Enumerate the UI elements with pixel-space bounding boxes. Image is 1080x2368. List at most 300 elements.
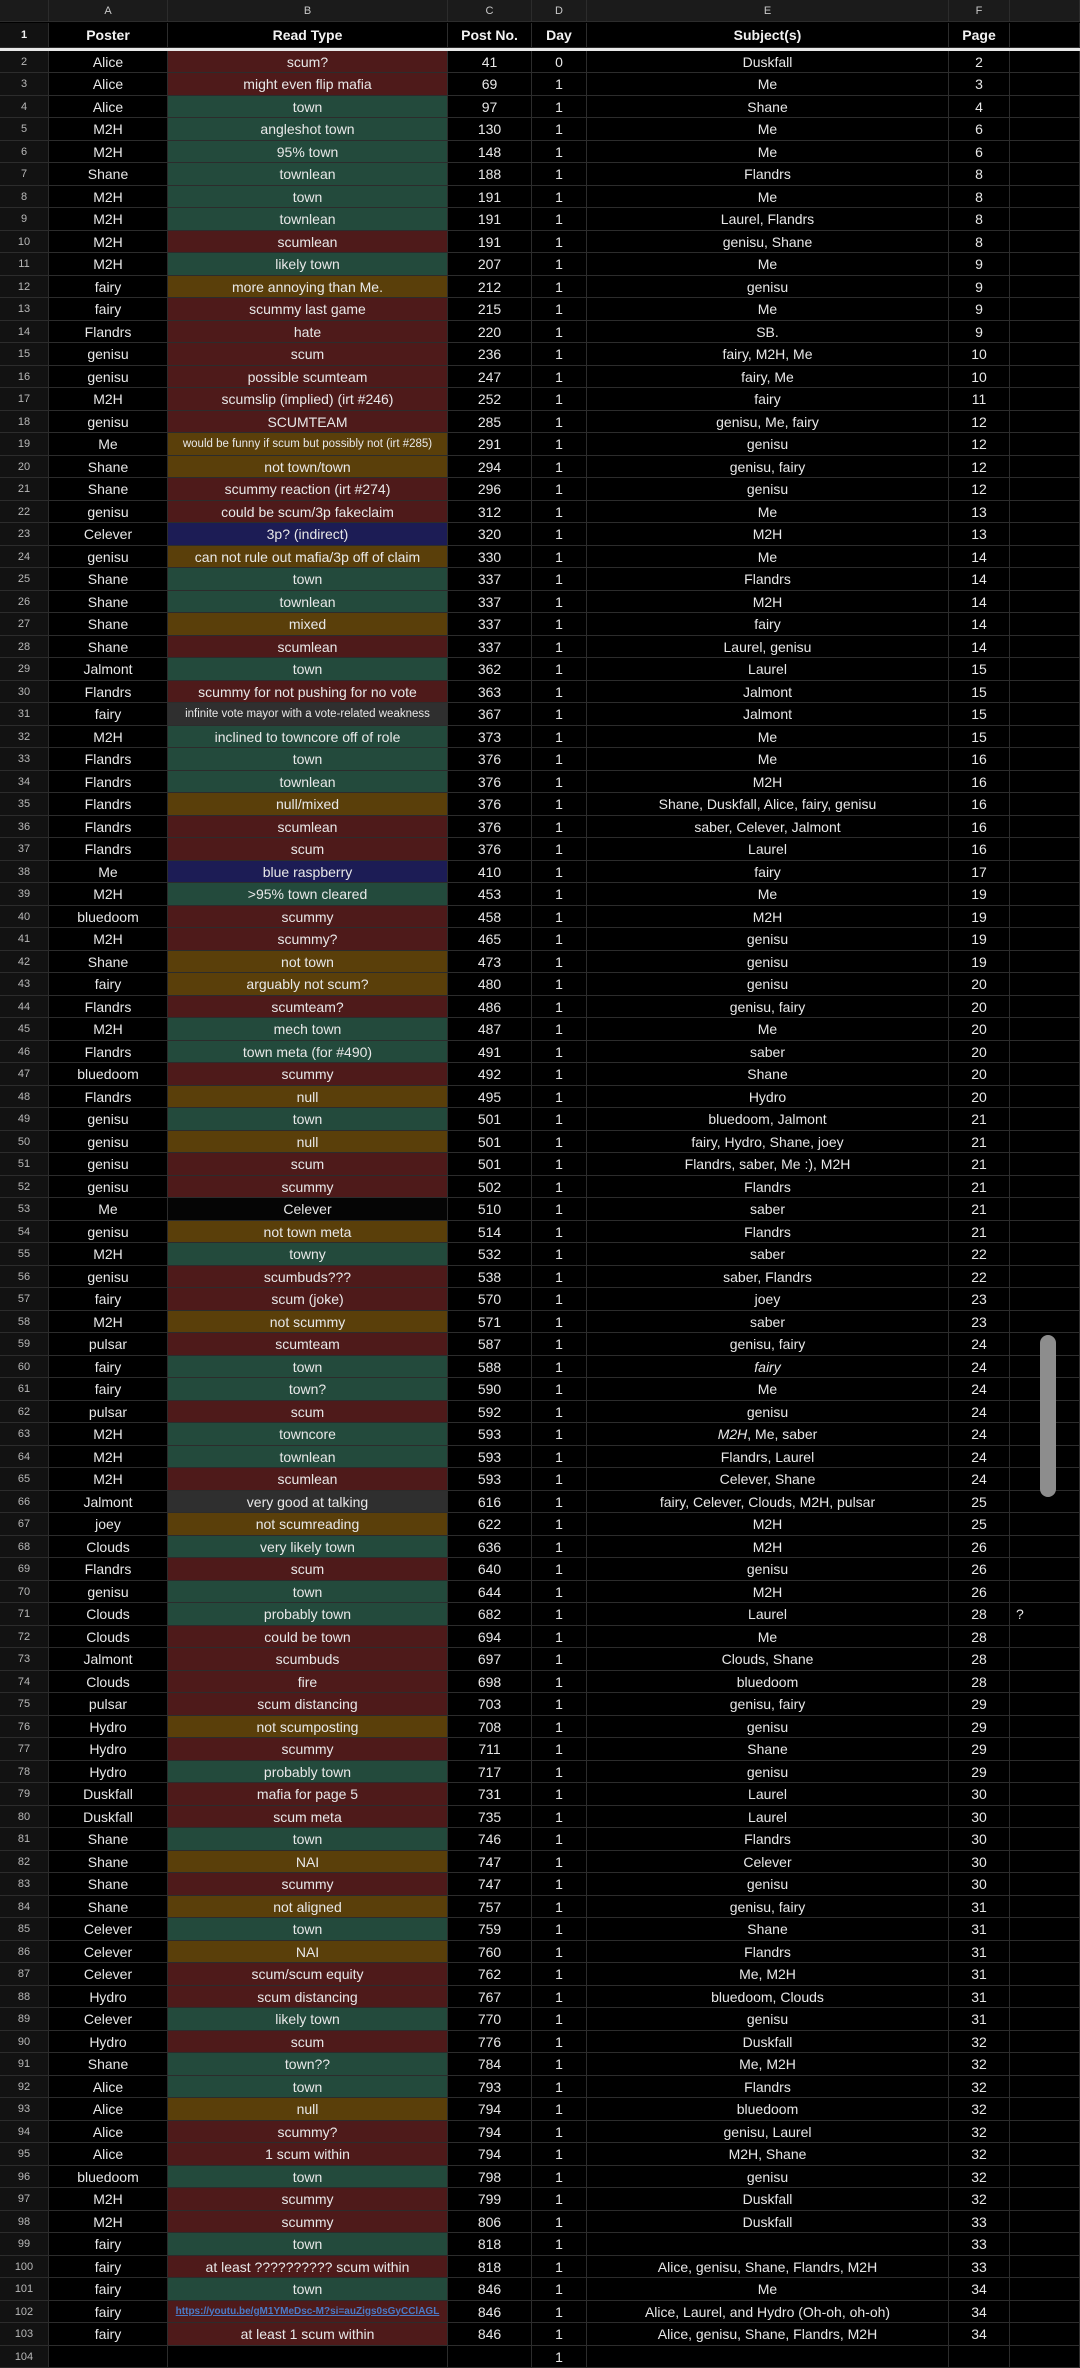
cell-subjects[interactable]: fairy, Celever, Clouds, M2H, pulsar: [587, 1491, 949, 1514]
cell-day[interactable]: 1: [532, 2233, 587, 2256]
cell-poster[interactable]: genisu: [49, 411, 168, 434]
cell-g[interactable]: [1010, 861, 1080, 884]
cell-page[interactable]: 10: [949, 343, 1010, 366]
row-number[interactable]: 82: [0, 1851, 49, 1874]
cell-subjects[interactable]: bluedoom, Clouds: [587, 1986, 949, 2009]
cell-day[interactable]: 1: [532, 726, 587, 749]
row-number[interactable]: 97: [0, 2188, 49, 2211]
cell-poster[interactable]: Clouds: [49, 1626, 168, 1649]
cell-g[interactable]: [1010, 1783, 1080, 1806]
cell-g[interactable]: [1010, 1198, 1080, 1221]
cell-poster[interactable]: Clouds: [49, 1671, 168, 1694]
row-number[interactable]: 22: [0, 501, 49, 524]
cell-post-no[interactable]: 622: [448, 1513, 532, 1536]
cell-post-no[interactable]: 592: [448, 1401, 532, 1424]
cell-subjects[interactable]: fairy: [587, 1356, 949, 1379]
cell-page[interactable]: 21: [949, 1176, 1010, 1199]
cell-poster[interactable]: Shane: [49, 478, 168, 501]
cell-subjects[interactable]: Shane, Duskfall, Alice, fairy, genisu: [587, 793, 949, 816]
cell-subjects[interactable]: bluedoom, Jalmont: [587, 1108, 949, 1131]
cell-read-type[interactable]: blue raspberry: [168, 861, 448, 884]
cell-day[interactable]: 1: [532, 501, 587, 524]
row-number[interactable]: 84: [0, 1896, 49, 1919]
cell-day[interactable]: 1: [532, 1108, 587, 1131]
cell-poster[interactable]: M2H: [49, 1423, 168, 1446]
cell-subjects[interactable]: genisu: [587, 951, 949, 974]
cell-subjects[interactable]: genisu, Laurel: [587, 2121, 949, 2144]
cell-subjects[interactable]: Me: [587, 2278, 949, 2301]
cell-day[interactable]: 1: [532, 816, 587, 839]
cell-post-no[interactable]: 846: [448, 2301, 532, 2324]
cell-g[interactable]: [1010, 456, 1080, 479]
cell-subjects[interactable]: joey: [587, 1288, 949, 1311]
cell-page[interactable]: 2: [949, 51, 1010, 74]
header-poster[interactable]: Poster: [49, 23, 168, 48]
cell-post-no[interactable]: 532: [448, 1243, 532, 1266]
cell-poster[interactable]: Hydro: [49, 1761, 168, 1784]
cell-day[interactable]: 1: [532, 546, 587, 569]
row-number[interactable]: 54: [0, 1221, 49, 1244]
cell-read-type[interactable]: probably town: [168, 1603, 448, 1626]
cell-page[interactable]: 15: [949, 703, 1010, 726]
cell-post-no[interactable]: 593: [448, 1468, 532, 1491]
cell-poster[interactable]: Flandrs: [49, 838, 168, 861]
cell-g[interactable]: [1010, 2278, 1080, 2301]
cell-subjects[interactable]: Me: [587, 501, 949, 524]
row-number[interactable]: 86: [0, 1941, 49, 1964]
cell-subjects[interactable]: Me: [587, 748, 949, 771]
cell-poster[interactable]: Shane: [49, 951, 168, 974]
cell-g[interactable]: [1010, 2121, 1080, 2144]
cell-post-no[interactable]: 806: [448, 2211, 532, 2234]
cell-poster[interactable]: pulsar: [49, 1401, 168, 1424]
cell-post-no[interactable]: 363: [448, 681, 532, 704]
cell-subjects[interactable]: Jalmont: [587, 681, 949, 704]
cell-post-no[interactable]: 453: [448, 883, 532, 906]
cell-post-no[interactable]: 703: [448, 1693, 532, 1716]
cell-post-no[interactable]: 846: [448, 2278, 532, 2301]
cell-read-type[interactable]: would be funny if scum but possibly not (irt #285): [168, 433, 448, 456]
cell-post-no[interactable]: 294: [448, 456, 532, 479]
cell-day[interactable]: 1: [532, 1716, 587, 1739]
cell-g[interactable]: [1010, 1761, 1080, 1784]
cell-post-no[interactable]: 41: [448, 51, 532, 74]
cell-page[interactable]: 33: [949, 2256, 1010, 2279]
cell-day[interactable]: 1: [532, 1626, 587, 1649]
cell-read-type[interactable]: mixed: [168, 613, 448, 636]
row-number[interactable]: 76: [0, 1716, 49, 1739]
cell-g[interactable]: [1010, 366, 1080, 389]
cell-subjects[interactable]: Flandrs, saber, Me :), M2H: [587, 1153, 949, 1176]
cell-day[interactable]: 1: [532, 118, 587, 141]
cell-day[interactable]: 1: [532, 1221, 587, 1244]
row-number[interactable]: 102: [0, 2301, 49, 2324]
cell-poster[interactable]: genisu: [49, 1266, 168, 1289]
cell-subjects[interactable]: saber: [587, 1041, 949, 1064]
cell-page[interactable]: 21: [949, 1131, 1010, 1154]
cell-subjects[interactable]: Laurel: [587, 1603, 949, 1626]
cell-page[interactable]: 8: [949, 231, 1010, 254]
row-number[interactable]: 63: [0, 1423, 49, 1446]
cell-day[interactable]: 1: [532, 1311, 587, 1334]
cell-read-type[interactable]: [168, 2346, 448, 2368]
cell-post-no[interactable]: [448, 2346, 532, 2368]
cell-subjects[interactable]: Me: [587, 118, 949, 141]
cell-read-type[interactable]: town: [168, 1356, 448, 1379]
cell-day[interactable]: 1: [532, 1266, 587, 1289]
cell-g[interactable]: [1010, 2346, 1080, 2368]
cell-page[interactable]: 20: [949, 1018, 1010, 1041]
row-number[interactable]: 45: [0, 1018, 49, 1041]
row-number[interactable]: 83: [0, 1873, 49, 1896]
cell-poster[interactable]: M2H: [49, 2211, 168, 2234]
cell-day[interactable]: 1: [532, 1041, 587, 1064]
cell-poster[interactable]: Hydro: [49, 1986, 168, 2009]
cell-read-type[interactable]: null: [168, 1131, 448, 1154]
cell-read-type[interactable]: not aligned: [168, 1896, 448, 1919]
cell-read-type[interactable]: town: [168, 2076, 448, 2099]
row-number[interactable]: 78: [0, 1761, 49, 1784]
cell-read-type[interactable]: scum: [168, 343, 448, 366]
cell-post-no[interactable]: 571: [448, 1311, 532, 1334]
cell-read-type[interactable]: scumslip (implied) (irt #246): [168, 388, 448, 411]
cell-day[interactable]: 1: [532, 1446, 587, 1469]
cell-read-type[interactable]: scummy: [168, 1176, 448, 1199]
cell-post-no[interactable]: 708: [448, 1716, 532, 1739]
cell-subjects[interactable]: Laurel, Flandrs: [587, 208, 949, 231]
row-number[interactable]: 50: [0, 1131, 49, 1154]
cell-day[interactable]: 1: [532, 1558, 587, 1581]
cell-post-no[interactable]: 320: [448, 523, 532, 546]
cell-g[interactable]: [1010, 703, 1080, 726]
cell-page[interactable]: 14: [949, 568, 1010, 591]
cell-g[interactable]: [1010, 568, 1080, 591]
cell-post-no[interactable]: 590: [448, 1378, 532, 1401]
cell-subjects[interactable]: M2H: [587, 591, 949, 614]
row-number[interactable]: 61: [0, 1378, 49, 1401]
cell-read-type[interactable]: not scummy: [168, 1311, 448, 1334]
cell-g[interactable]: [1010, 1243, 1080, 1266]
cell-read-type[interactable]: null/mixed: [168, 793, 448, 816]
row-number[interactable]: 3: [0, 73, 49, 96]
row-number[interactable]: 37: [0, 838, 49, 861]
cell-read-type[interactable]: towny: [168, 1243, 448, 1266]
row-number[interactable]: 26: [0, 591, 49, 614]
cell-poster[interactable]: Flandrs: [49, 1558, 168, 1581]
column-letter-a[interactable]: A: [49, 0, 168, 22]
cell-post-no[interactable]: 337: [448, 568, 532, 591]
cell-poster[interactable]: Shane: [49, 613, 168, 636]
cell-g[interactable]: [1010, 2323, 1080, 2346]
cell-poster[interactable]: M2H: [49, 141, 168, 164]
cell-read-type[interactable]: town: [168, 1581, 448, 1604]
cell-day[interactable]: 1: [532, 1671, 587, 1694]
cell-page[interactable]: 12: [949, 478, 1010, 501]
cell-subjects[interactable]: genisu, fairy: [587, 1333, 949, 1356]
row-number[interactable]: 98: [0, 2211, 49, 2234]
cell-post-no[interactable]: 465: [448, 928, 532, 951]
cell-day[interactable]: 1: [532, 388, 587, 411]
cell-subjects[interactable]: Me: [587, 1018, 949, 1041]
cell-page[interactable]: 31: [949, 1941, 1010, 1964]
cell-read-type[interactable]: can not rule out mafia/3p off of claim: [168, 546, 448, 569]
cell-subjects[interactable]: genisu: [587, 973, 949, 996]
row-number[interactable]: 47: [0, 1063, 49, 1086]
cell-page[interactable]: 6: [949, 118, 1010, 141]
cell-poster[interactable]: Alice: [49, 2143, 168, 2166]
cell-read-type[interactable]: town: [168, 1828, 448, 1851]
cell-read-type[interactable]: scumteam: [168, 1333, 448, 1356]
cell-post-no[interactable]: 252: [448, 388, 532, 411]
cell-read-type[interactable]: possible scumteam: [168, 366, 448, 389]
cell-poster[interactable]: Flandrs: [49, 681, 168, 704]
cell-read-type[interactable]: more annoying than Me.: [168, 276, 448, 299]
cell-page[interactable]: 29: [949, 1738, 1010, 1761]
cell-g[interactable]: [1010, 51, 1080, 74]
cell-read-type[interactable]: scum meta: [168, 1806, 448, 1829]
header-day[interactable]: Day: [532, 23, 587, 48]
cell-post-no[interactable]: 501: [448, 1131, 532, 1154]
cell-day[interactable]: 1: [532, 231, 587, 254]
cell-g[interactable]: [1010, 1131, 1080, 1154]
cell-poster[interactable]: Me: [49, 433, 168, 456]
cell-post-no[interactable]: 799: [448, 2188, 532, 2211]
cell-g[interactable]: [1010, 523, 1080, 546]
cell-day[interactable]: 1: [532, 793, 587, 816]
cell-page[interactable]: 22: [949, 1243, 1010, 1266]
cell-read-type[interactable]: likely town: [168, 253, 448, 276]
cell-day[interactable]: 1: [532, 298, 587, 321]
cell-subjects[interactable]: Flandrs: [587, 163, 949, 186]
cell-page[interactable]: 34: [949, 2323, 1010, 2346]
cell-day[interactable]: 1: [532, 1288, 587, 1311]
cell-read-type[interactable]: not town: [168, 951, 448, 974]
cell-subjects[interactable]: fairy: [587, 388, 949, 411]
cell-read-type[interactable]: very likely town: [168, 1536, 448, 1559]
cell-post-no[interactable]: 502: [448, 1176, 532, 1199]
header-read-type[interactable]: Read Type: [168, 23, 448, 48]
cell-read-type[interactable]: townlean: [168, 591, 448, 614]
cell-day[interactable]: 1: [532, 433, 587, 456]
cell-read-type[interactable]: scum distancing: [168, 1693, 448, 1716]
cell-poster[interactable]: joey: [49, 1513, 168, 1536]
cell-poster[interactable]: bluedoom: [49, 906, 168, 929]
cell-post-no[interactable]: 130: [448, 118, 532, 141]
row-number[interactable]: 53: [0, 1198, 49, 1221]
cell-day[interactable]: 1: [532, 883, 587, 906]
cell-g[interactable]: [1010, 591, 1080, 614]
cell-subjects[interactable]: Shane: [587, 1918, 949, 1941]
cell-post-no[interactable]: 794: [448, 2143, 532, 2166]
cell-page[interactable]: 31: [949, 1963, 1010, 1986]
cell-page[interactable]: 14: [949, 636, 1010, 659]
cell-poster[interactable]: Hydro: [49, 1716, 168, 1739]
cell-poster[interactable]: Shane: [49, 1873, 168, 1896]
row-number[interactable]: 90: [0, 2031, 49, 2054]
cell-subjects[interactable]: M2H, Shane: [587, 2143, 949, 2166]
cell-g[interactable]: [1010, 973, 1080, 996]
row-number[interactable]: 21: [0, 478, 49, 501]
cell-poster[interactable]: Hydro: [49, 2031, 168, 2054]
row-number[interactable]: 100: [0, 2256, 49, 2279]
cell-page[interactable]: 32: [949, 2188, 1010, 2211]
cell-day[interactable]: 1: [532, 456, 587, 479]
column-letter-e[interactable]: E: [587, 0, 949, 22]
cell-g[interactable]: [1010, 298, 1080, 321]
cell-day[interactable]: 1: [532, 928, 587, 951]
cell-g[interactable]: [1010, 186, 1080, 209]
cell-read-type[interactable]: scummy for not pushing for no vote: [168, 681, 448, 704]
cell-subjects[interactable]: Flandrs: [587, 1941, 949, 1964]
row-number[interactable]: 6: [0, 141, 49, 164]
cell-page[interactable]: 14: [949, 546, 1010, 569]
row-number[interactable]: 33: [0, 748, 49, 771]
row-number[interactable]: 7: [0, 163, 49, 186]
cell-subjects[interactable]: fairy, Me: [587, 366, 949, 389]
cell-subjects[interactable]: fairy: [587, 613, 949, 636]
cell-read-type[interactable]: town: [168, 568, 448, 591]
cell-g[interactable]: [1010, 2166, 1080, 2189]
cell-read-type[interactable]: null: [168, 2098, 448, 2121]
cell-poster[interactable]: Duskfall: [49, 1783, 168, 1806]
cell-poster[interactable]: Alice: [49, 2098, 168, 2121]
cell-day[interactable]: 1: [532, 2256, 587, 2279]
cell-poster[interactable]: [49, 2346, 168, 2368]
cell-g[interactable]: [1010, 343, 1080, 366]
cell-subjects[interactable]: Me: [587, 298, 949, 321]
cell-post-no[interactable]: 296: [448, 478, 532, 501]
cell-read-type[interactable]: scummy?: [168, 2121, 448, 2144]
cell-post-no[interactable]: 480: [448, 973, 532, 996]
cell-day[interactable]: 1: [532, 1153, 587, 1176]
row-number[interactable]: 8: [0, 186, 49, 209]
cell-post-no[interactable]: 247: [448, 366, 532, 389]
cell-page[interactable]: 28: [949, 1626, 1010, 1649]
row-number[interactable]: 68: [0, 1536, 49, 1559]
cell-poster[interactable]: fairy: [49, 2256, 168, 2279]
cell-subjects[interactable]: Flandrs: [587, 568, 949, 591]
cell-subjects[interactable]: saber, Flandrs: [587, 1266, 949, 1289]
cell-poster[interactable]: M2H: [49, 928, 168, 951]
cell-subjects[interactable]: genisu: [587, 276, 949, 299]
cell-subjects[interactable]: bluedoom: [587, 2098, 949, 2121]
cell-page[interactable]: 26: [949, 1536, 1010, 1559]
cell-poster[interactable]: Celever: [49, 2008, 168, 2031]
cell-post-no[interactable]: 593: [448, 1446, 532, 1469]
cell-day[interactable]: 1: [532, 96, 587, 119]
cell-read-type[interactable]: scumbuds???: [168, 1266, 448, 1289]
cell-day[interactable]: 1: [532, 186, 587, 209]
cell-poster[interactable]: Jalmont: [49, 658, 168, 681]
corner-cell[interactable]: [0, 0, 49, 22]
cell-page[interactable]: 30: [949, 1851, 1010, 1874]
cell-g[interactable]: [1010, 1648, 1080, 1671]
cell-day[interactable]: 1: [532, 2121, 587, 2144]
cell-read-type[interactable]: town: [168, 2166, 448, 2189]
cell-read-type[interactable]: townlean: [168, 163, 448, 186]
row-number[interactable]: 65: [0, 1468, 49, 1491]
cell-g[interactable]: [1010, 2076, 1080, 2099]
cell-read-type[interactable]: could be town: [168, 1626, 448, 1649]
cell-poster[interactable]: Hydro: [49, 1738, 168, 1761]
cell-day[interactable]: 1: [532, 838, 587, 861]
cell-g[interactable]: [1010, 1041, 1080, 1064]
cell-day[interactable]: 1: [532, 636, 587, 659]
cell-g[interactable]: [1010, 388, 1080, 411]
cell-poster[interactable]: fairy: [49, 1356, 168, 1379]
cell-day[interactable]: 1: [532, 1783, 587, 1806]
cell-day[interactable]: 1: [532, 366, 587, 389]
cell-day[interactable]: 1: [532, 1828, 587, 1851]
cell-poster[interactable]: Jalmont: [49, 1491, 168, 1514]
row-number[interactable]: 96: [0, 2166, 49, 2189]
cell-post-no[interactable]: 731: [448, 1783, 532, 1806]
row-number[interactable]: 12: [0, 276, 49, 299]
cell-post-no[interactable]: 694: [448, 1626, 532, 1649]
cell-day[interactable]: 1: [532, 1941, 587, 1964]
cell-day[interactable]: 1: [532, 2076, 587, 2099]
column-letter-g[interactable]: [1010, 0, 1080, 22]
cell-poster[interactable]: M2H: [49, 231, 168, 254]
row-number[interactable]: 95: [0, 2143, 49, 2166]
cell-poster[interactable]: bluedoom: [49, 2166, 168, 2189]
cell-post-no[interactable]: 486: [448, 996, 532, 1019]
cell-poster[interactable]: genisu: [49, 546, 168, 569]
cell-post-no[interactable]: 798: [448, 2166, 532, 2189]
cell-poster[interactable]: M2H: [49, 1018, 168, 1041]
cell-read-type[interactable]: at least 1 scum within: [168, 2323, 448, 2346]
cell-page[interactable]: 20: [949, 1063, 1010, 1086]
cell-g[interactable]: [1010, 681, 1080, 704]
cell-poster[interactable]: Alice: [49, 51, 168, 74]
cell-page[interactable]: 21: [949, 1198, 1010, 1221]
cell-page[interactable]: 11: [949, 388, 1010, 411]
cell-poster[interactable]: M2H: [49, 253, 168, 276]
cell-poster[interactable]: Flandrs: [49, 321, 168, 344]
row-number[interactable]: 23: [0, 523, 49, 546]
cell-read-type[interactable]: town: [168, 1918, 448, 1941]
cell-g[interactable]: [1010, 1851, 1080, 1874]
cell-post-no[interactable]: 458: [448, 906, 532, 929]
cell-poster[interactable]: genisu: [49, 1131, 168, 1154]
cell-page[interactable]: 19: [949, 951, 1010, 974]
cell-page[interactable]: 9: [949, 276, 1010, 299]
cell-poster[interactable]: genisu: [49, 1581, 168, 1604]
cell-day[interactable]: 1: [532, 1896, 587, 1919]
cell-read-type[interactable]: might even flip mafia: [168, 73, 448, 96]
cell-read-type[interactable]: town: [168, 2278, 448, 2301]
cell-poster[interactable]: Flandrs: [49, 793, 168, 816]
cell-subjects[interactable]: Jalmont: [587, 703, 949, 726]
cell-subjects[interactable]: [587, 2346, 949, 2368]
cell-day[interactable]: 1: [532, 141, 587, 164]
cell-poster[interactable]: M2H: [49, 726, 168, 749]
cell-read-type[interactable]: Celever: [168, 1198, 448, 1221]
cell-post-no[interactable]: 747: [448, 1873, 532, 1896]
cell-post-no[interactable]: 373: [448, 726, 532, 749]
cell-page[interactable]: 14: [949, 613, 1010, 636]
cell-read-type[interactable]: >95% town cleared: [168, 883, 448, 906]
cell-subjects[interactable]: Me: [587, 73, 949, 96]
cell-subjects[interactable]: Alice, genisu, Shane, Flandrs, M2H: [587, 2323, 949, 2346]
cell-post-no[interactable]: 587: [448, 1333, 532, 1356]
row-number[interactable]: 42: [0, 951, 49, 974]
cell-g[interactable]: [1010, 546, 1080, 569]
cell-read-type[interactable]: scummy: [168, 2211, 448, 2234]
cell-page[interactable]: 32: [949, 2031, 1010, 2054]
cell-poster[interactable]: Alice: [49, 73, 168, 96]
row-number[interactable]: 99: [0, 2233, 49, 2256]
